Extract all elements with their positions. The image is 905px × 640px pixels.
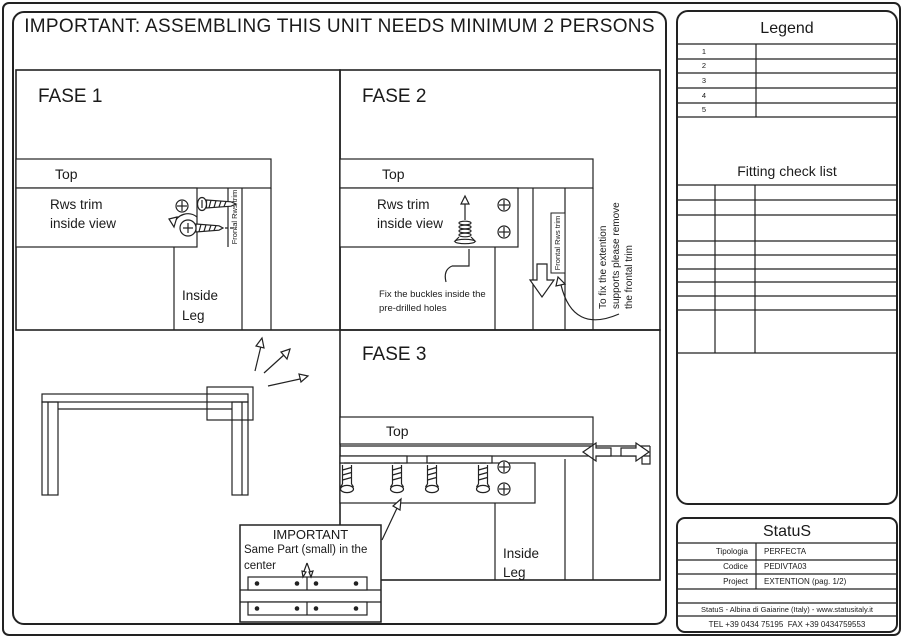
legend-row-number: 3 bbox=[701, 76, 707, 85]
fase3-top-label: Top bbox=[386, 423, 409, 439]
inside-leg-line1: Inside bbox=[503, 546, 540, 561]
important-text-line2: center bbox=[244, 560, 276, 572]
company-address: StatuS - Albina di Gaiarine (Italy) - www.statusitaly.it bbox=[700, 605, 873, 614]
rws-trim-line2: inside view bbox=[377, 216, 444, 231]
fase1-rws-trim-label bbox=[50, 195, 116, 233]
important-box-title: IMPORTANT bbox=[272, 527, 349, 542]
fase3-inside-leg-label bbox=[503, 544, 539, 582]
important-text-line1: Same Part (small) in the bbox=[244, 544, 368, 556]
fitting-checklist-title: Fitting check list bbox=[737, 163, 837, 179]
fase2-extension-note bbox=[597, 194, 636, 309]
fase1-title: FASE 1 bbox=[38, 86, 103, 107]
status-row-label: Project bbox=[723, 577, 748, 586]
rws-trim-line1: Rws trim bbox=[50, 197, 103, 212]
fase2-buckles-note bbox=[379, 288, 486, 316]
status-row-value: EXTENTION (pag. 1/2) bbox=[764, 577, 847, 586]
rws-trim-line2: inside view bbox=[50, 216, 117, 231]
fase2-title: FASE 2 bbox=[362, 86, 427, 107]
fase1-top-label: Top bbox=[55, 166, 78, 182]
legend-row-number: 5 bbox=[701, 105, 707, 114]
fase2-frontal-trim-label: Frontal Rws trim bbox=[553, 215, 562, 271]
status-row-label: Tipologia bbox=[715, 547, 748, 556]
rws-trim-line1: Rws trim bbox=[377, 197, 430, 212]
inside-leg-line2: Leg bbox=[182, 308, 205, 323]
brand-name: StatuS bbox=[762, 523, 812, 540]
fase1-frontal-trim-label: Frontal Rws trim bbox=[230, 189, 239, 245]
company-phone: TEL +39 0434 75195 FAX +39 0434759553 bbox=[708, 620, 866, 629]
inside-leg-line2: Leg bbox=[503, 565, 526, 580]
legend-row-number: 2 bbox=[701, 61, 707, 70]
buckles-note-line1: Fix the buckles inside the bbox=[379, 289, 486, 300]
inside-leg-line1: Inside bbox=[182, 288, 219, 303]
fase1-inside-leg-label bbox=[182, 286, 218, 326]
fase3-title: FASE 3 bbox=[362, 344, 427, 365]
page-title: IMPORTANT: ASSEMBLING THIS UNIT NEEDS MINIMUM 2 PERSONS bbox=[24, 16, 655, 37]
legend-title: Legend bbox=[760, 20, 814, 37]
extension-note-line3: the frontal trim bbox=[624, 245, 635, 309]
extension-note-line1: To fix the extention bbox=[598, 225, 609, 309]
fase2-top-label: Top bbox=[382, 166, 405, 182]
important-box-text bbox=[244, 542, 367, 574]
buckles-note-line2: pre-drilled holes bbox=[379, 303, 447, 314]
legend-row-number: 4 bbox=[701, 91, 707, 100]
extension-note-line2: supports please remove bbox=[611, 202, 622, 309]
status-row-label: Codice bbox=[723, 562, 748, 571]
status-row-value: PEDIVTA03 bbox=[764, 562, 807, 571]
fase2-rws-trim-label bbox=[377, 195, 443, 233]
status-row-value: PERFECTA bbox=[764, 547, 807, 556]
legend-row-number: 1 bbox=[701, 47, 707, 56]
